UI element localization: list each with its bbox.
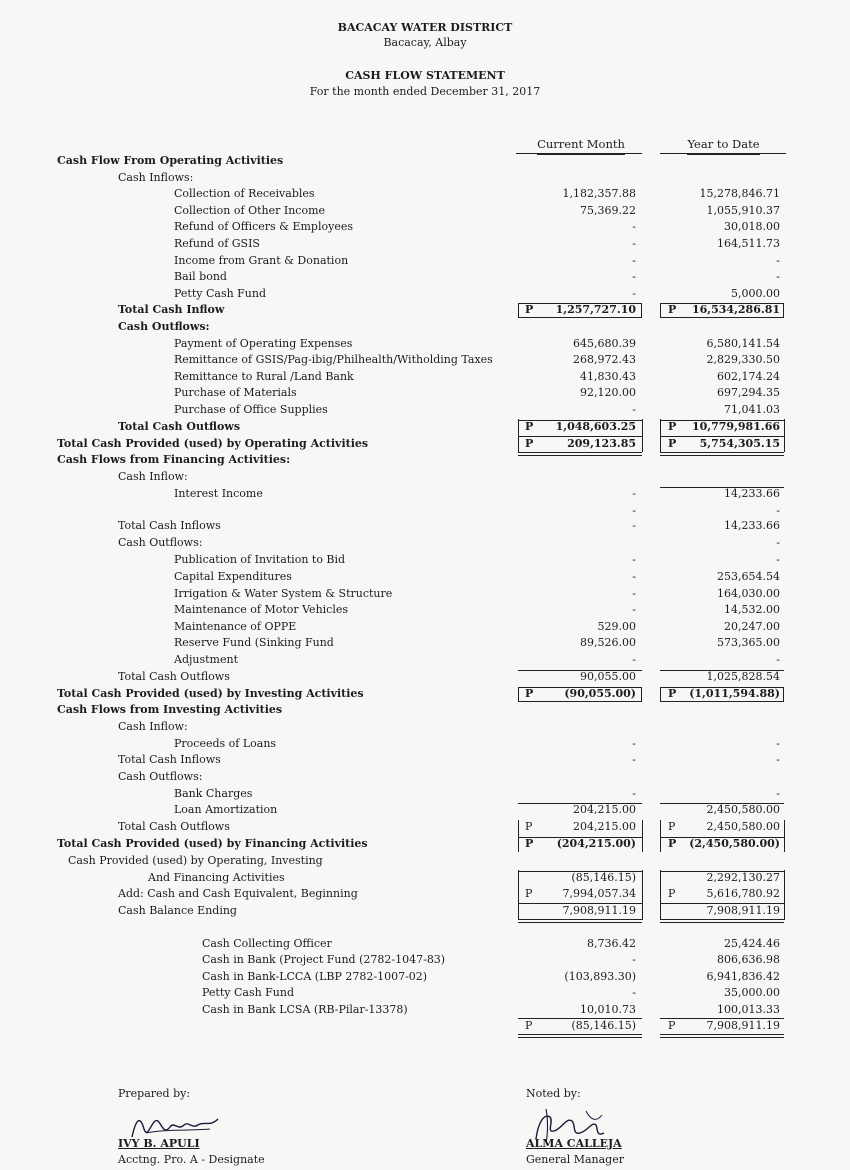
rule xyxy=(660,919,784,920)
current-month-value: - xyxy=(632,220,636,233)
rule xyxy=(518,419,519,452)
current-month-value: - xyxy=(632,254,636,267)
row-label: Cash in Bank-LCCA (LBP 2782-1007-02) xyxy=(202,970,428,983)
statement-row xyxy=(0,336,850,352)
year-to-date-value: 71,041.03 xyxy=(724,403,780,416)
row-label: Total Cash Inflow xyxy=(118,303,225,316)
current-month-value: 204,215.00 xyxy=(573,803,636,816)
year-to-date-value: 25,424.46 xyxy=(724,937,780,950)
current-month-value: - xyxy=(632,603,636,616)
year-to-date-value: 573,365.00 xyxy=(717,636,780,649)
row-label: Petty Cash Fund xyxy=(174,287,267,300)
noted-by-name: ALMA CALLEJA xyxy=(526,1137,622,1150)
current-month-value: 89,526.00 xyxy=(580,636,636,649)
statement-row xyxy=(0,236,850,252)
row-label: Total Cash Inflows xyxy=(118,519,221,532)
year-to-date-value: 5,616,780.92 xyxy=(706,887,780,900)
statement-row xyxy=(0,419,850,435)
statement-row xyxy=(0,635,850,651)
year-to-date-value: - xyxy=(776,653,780,666)
current-month-value: 10,010.73 xyxy=(580,1003,636,1016)
current-month-value: 645,680.39 xyxy=(573,337,636,350)
total-box xyxy=(660,687,784,702)
peso-sign: P xyxy=(525,687,534,700)
current-month-value: - xyxy=(632,553,636,566)
statement-row xyxy=(0,719,850,735)
total-box xyxy=(518,687,642,702)
row-label: Total Cash Outflows xyxy=(118,420,241,433)
statement-row xyxy=(0,269,850,285)
year-to-date-value: - xyxy=(776,254,780,267)
total-box xyxy=(660,303,784,318)
row-label: Total Cash Inflows xyxy=(118,753,221,766)
rule xyxy=(784,419,785,452)
statement-row xyxy=(0,1002,850,1018)
statement-row xyxy=(0,503,850,519)
statement-row xyxy=(0,1018,850,1034)
current-month-value: (85,146.15) xyxy=(571,871,636,884)
prepared-by-label: Prepared by: xyxy=(118,1087,191,1100)
statement-row xyxy=(0,752,850,768)
peso-sign: P xyxy=(525,1019,533,1032)
current-month-value: - xyxy=(632,504,636,517)
prepared-by-title: Acctng. Pro. A - Designate xyxy=(118,1153,265,1166)
year-to-date-value: - xyxy=(776,536,780,549)
row-label: Cash Outflows: xyxy=(118,536,203,549)
row-label: Income from Grant & Donation xyxy=(174,254,349,267)
current-month-value: 75,369.22 xyxy=(580,204,636,217)
rule xyxy=(518,871,642,872)
row-label: Cash Balance Ending xyxy=(118,904,237,917)
rule xyxy=(518,837,642,838)
current-month-value: (90,055.00) xyxy=(564,687,636,700)
year-to-date-value: 35,000.00 xyxy=(724,986,780,999)
year-to-date-value: 602,174.24 xyxy=(717,370,780,383)
year-to-date-value: 100,013.33 xyxy=(717,1003,780,1016)
statement-row xyxy=(0,402,850,418)
statement-row xyxy=(0,952,850,968)
row-label: Cash Inflow: xyxy=(118,470,188,483)
current-month-value: 90,055.00 xyxy=(580,670,636,683)
year-to-date-value: - xyxy=(776,270,780,283)
year-to-date-value: 164,511.73 xyxy=(717,237,780,250)
current-month-value: 204,215.00 xyxy=(573,820,636,833)
statement-row xyxy=(0,452,850,468)
current-month-value: - xyxy=(632,737,636,750)
statement-title: CASH FLOW STATEMENT xyxy=(345,69,505,82)
rule xyxy=(518,420,642,421)
org-location: Bacacay, Albay xyxy=(383,36,467,49)
row-label: Cash Outflows: xyxy=(118,320,210,333)
current-month-value: - xyxy=(632,487,636,500)
statement-row xyxy=(0,552,850,568)
row-label: Cash in Bank (Project Fund (2782-1047-83) xyxy=(202,953,446,966)
rule xyxy=(660,419,661,452)
statement-row xyxy=(0,819,850,835)
row-label: Interest Income xyxy=(174,487,263,500)
row-label: Cash Flows from Investing Activities xyxy=(57,703,283,716)
rule xyxy=(518,820,519,852)
peso-sign: P xyxy=(668,837,677,850)
statement-row xyxy=(0,253,850,269)
peso-sign: P xyxy=(668,420,677,433)
peso-sign: P xyxy=(525,420,534,433)
current-month-value: - xyxy=(632,270,636,283)
current-month-value: - xyxy=(632,570,636,583)
rule xyxy=(518,922,642,923)
rule xyxy=(660,1034,784,1035)
year-to-date-value: 30,018.00 xyxy=(724,220,780,233)
peso-sign: P xyxy=(525,437,534,450)
row-label: Collection of Other Income xyxy=(174,204,326,217)
year-to-date-value: 7,908,911.19 xyxy=(706,904,780,917)
year-to-date-value: 806,636.98 xyxy=(717,953,780,966)
statement-row xyxy=(0,619,850,635)
current-month-value: - xyxy=(632,653,636,666)
current-month-value: - xyxy=(632,787,636,800)
statement-row xyxy=(0,769,850,785)
statement-row xyxy=(0,369,850,385)
statement-row xyxy=(0,786,850,802)
statement-period: For the month ended December 31, 2017 xyxy=(309,85,541,98)
row-label: And Financing Activities xyxy=(148,871,285,884)
year-to-date-value: (1,011,594.88) xyxy=(689,687,780,700)
year-to-date-value: - xyxy=(776,553,780,566)
row-label: Total Cash Outflows xyxy=(118,670,230,683)
statement-row xyxy=(0,652,850,668)
rule xyxy=(518,919,642,920)
row-label: Cash Flows from Financing Activities: xyxy=(57,453,291,466)
year-to-date-value: 6,580,141.54 xyxy=(706,337,780,350)
statement-row xyxy=(0,186,850,202)
year-to-date-value: 15,278,846.71 xyxy=(699,187,780,200)
row-label: Collection of Receivables xyxy=(174,187,315,200)
row-label: Maintenance of OPPE xyxy=(174,620,297,633)
total-box xyxy=(518,303,642,318)
rule xyxy=(518,1037,642,1038)
current-month-value: 7,994,057.34 xyxy=(562,887,636,900)
current-month-value: - xyxy=(632,587,636,600)
row-label: Adjustment xyxy=(174,653,238,666)
current-month-value: - xyxy=(632,986,636,999)
statement-row xyxy=(0,853,850,869)
row-label: Total Cash Outflows xyxy=(118,820,230,833)
current-month-value: - xyxy=(632,519,636,532)
rule xyxy=(642,419,643,452)
rule xyxy=(518,436,642,437)
rule xyxy=(660,870,661,920)
year-to-date-value: 2,450,580.00 xyxy=(706,820,780,833)
row-label: Total Cash Provided (used) by Financing Activities xyxy=(57,837,368,850)
row-label: Reserve Fund (Sinking Fund xyxy=(174,636,334,649)
prepared-by-name: IVY B. APULI xyxy=(118,1137,200,1150)
year-to-date-value: 14,532.00 xyxy=(724,603,780,616)
statement-row xyxy=(0,153,850,169)
current-month-value: - xyxy=(632,287,636,300)
year-to-date-value: - xyxy=(776,504,780,517)
statement-row xyxy=(0,203,850,219)
row-label: Cash Provided (used) by Operating, Investing xyxy=(68,854,323,867)
current-month-value: - xyxy=(632,403,636,416)
row-label: Loan Amortization xyxy=(174,803,278,816)
statement-row xyxy=(0,586,850,602)
current-month-value: 209,123.85 xyxy=(567,437,636,450)
peso-sign: P xyxy=(525,887,533,900)
peso-sign: P xyxy=(668,687,677,700)
rule xyxy=(660,420,784,421)
statement-row xyxy=(0,436,850,452)
year-to-date-value: 1,025,828.54 xyxy=(706,670,780,683)
statement-row xyxy=(0,518,850,534)
current-month-value: 529.00 xyxy=(597,620,636,633)
rule xyxy=(642,820,643,852)
year-to-date-value: 14,233.66 xyxy=(724,519,780,532)
peso-sign: P xyxy=(525,820,533,833)
current-month-value: 41,830.43 xyxy=(580,370,636,383)
rule xyxy=(518,803,642,804)
statement-row xyxy=(0,569,850,585)
current-month-value: 1,048,603.25 xyxy=(555,420,636,433)
statement-row xyxy=(0,969,850,985)
row-label: Add: Cash and Cash Equivalent, Beginning xyxy=(118,887,358,900)
rule xyxy=(642,870,643,920)
row-label: Cash in Bank LCSA (RB-Pilar-13378) xyxy=(202,1003,408,1016)
row-label: Cash Outflows: xyxy=(118,770,203,783)
current-month-value: - xyxy=(632,753,636,766)
rule xyxy=(518,903,642,904)
peso-sign: P xyxy=(668,303,677,316)
year-to-date-value: 5,754,305.15 xyxy=(699,437,780,450)
current-month-value: - xyxy=(632,237,636,250)
row-label: Petty Cash Fund xyxy=(202,986,295,999)
row-label: Cash Flow From Operating Activities xyxy=(57,154,284,167)
column-header-current-label: Current Month xyxy=(537,137,625,155)
row-label: Cash Collecting Officer xyxy=(202,937,332,950)
current-month-value: - xyxy=(632,953,636,966)
statement-row xyxy=(0,702,850,718)
row-label: Total Cash Provided (used) by Operating Activities xyxy=(57,437,369,450)
year-to-date-value: 14,233.66 xyxy=(724,487,780,500)
statement-row xyxy=(0,903,850,919)
year-to-date-value: 2,450,580.00 xyxy=(706,803,780,816)
year-to-date-value: 6,941,836.42 xyxy=(706,970,780,983)
year-to-date-value: 253,654.54 xyxy=(717,570,780,583)
year-to-date-value: 2,829,330.50 xyxy=(706,353,780,366)
row-label: Bail bond xyxy=(174,270,227,283)
row-label: Total Cash Provided (used) by Investing Activities xyxy=(57,687,364,700)
row-label: Irrigation & Water System & Structure xyxy=(174,587,393,600)
current-month-value: (103,893.30) xyxy=(564,970,636,983)
statement-row xyxy=(0,936,850,952)
statement-row xyxy=(0,286,850,302)
row-label: Proceeds of Loans xyxy=(174,737,277,750)
rule xyxy=(518,1018,642,1019)
current-month-value: (85,146.15) xyxy=(571,1019,636,1032)
rule xyxy=(784,820,785,852)
row-label: Publication of Invitation to Bid xyxy=(174,553,346,566)
year-to-date-value: 16,534,286.81 xyxy=(691,303,780,316)
year-to-date-value: 1,055,910.37 xyxy=(706,204,780,217)
statement-row xyxy=(0,486,850,502)
rule xyxy=(518,1034,642,1035)
year-to-date-value: 5,000.00 xyxy=(731,287,780,300)
statement-row xyxy=(0,319,850,335)
rule xyxy=(660,436,784,437)
row-label: Maintenance of Motor Vehicles xyxy=(174,603,349,616)
year-to-date-value: - xyxy=(776,753,780,766)
statement-row xyxy=(0,802,850,818)
row-label: Purchase of Materials xyxy=(174,386,297,399)
row-label: Bank Charges xyxy=(174,787,253,800)
statement-row xyxy=(0,219,850,235)
statement-row xyxy=(0,385,850,401)
row-label: Purchase of Office Supplies xyxy=(174,403,328,416)
column-header-ytd-label: Year to Date xyxy=(687,137,759,155)
statement-row xyxy=(0,602,850,618)
current-month-value: 1,257,727.10 xyxy=(555,303,636,316)
column-header-ytd xyxy=(660,137,787,151)
org-name: BACACAY WATER DISTRICT xyxy=(337,21,513,34)
rule xyxy=(660,903,784,904)
row-label: Refund of GSIS xyxy=(174,237,260,250)
year-to-date-value: - xyxy=(776,787,780,800)
rule xyxy=(518,870,519,920)
current-month-value: 1,182,357.88 xyxy=(562,187,636,200)
peso-sign: P xyxy=(668,820,676,833)
statement-row xyxy=(0,352,850,368)
rule xyxy=(660,871,784,872)
peso-sign: P xyxy=(668,1019,676,1032)
row-label: Capital Expenditures xyxy=(174,570,292,583)
current-month-value: 7,908,911.19 xyxy=(562,904,636,917)
row-label: Cash Inflow: xyxy=(118,720,188,733)
statement-row xyxy=(0,836,850,852)
statement-row xyxy=(0,736,850,752)
rule xyxy=(660,487,784,488)
rule xyxy=(660,922,784,923)
row-label: Refund of Officers & Employees xyxy=(174,220,353,233)
statement-row xyxy=(0,669,850,685)
peso-sign: P xyxy=(668,887,676,900)
rule xyxy=(660,1018,784,1019)
peso-sign: P xyxy=(525,303,534,316)
rule xyxy=(660,670,784,671)
row-label: Remittance of GSIS/Pag-ibig/Philhealth/Witholding Taxes xyxy=(174,353,493,366)
year-to-date-value: 2,292,130.27 xyxy=(706,871,780,884)
year-to-date-value: 164,030.00 xyxy=(717,587,780,600)
noted-by-label: Noted by: xyxy=(526,1087,581,1100)
column-header-current xyxy=(516,137,646,151)
peso-sign: P xyxy=(525,837,534,850)
year-to-date-value: 20,247.00 xyxy=(724,620,780,633)
year-to-date-value: 697,294.35 xyxy=(717,386,780,399)
rule xyxy=(660,837,784,838)
statement-row xyxy=(0,870,850,886)
rule xyxy=(518,670,642,671)
current-month-value: (204,215.00) xyxy=(556,837,636,850)
row-label: Payment of Operating Expenses xyxy=(174,337,353,350)
year-to-date-value: 7,908,911.19 xyxy=(706,1019,780,1032)
statement-row xyxy=(0,985,850,1001)
current-month-value: 92,120.00 xyxy=(580,386,636,399)
year-to-date-value: - xyxy=(776,737,780,750)
row-label: Cash Inflows: xyxy=(118,171,194,184)
statement-row xyxy=(0,170,850,186)
rule xyxy=(660,820,661,852)
noted-by-title: General Manager xyxy=(526,1153,624,1166)
rule xyxy=(660,1037,784,1038)
current-month-value: 268,972.43 xyxy=(573,353,636,366)
current-month-value: 8,736.42 xyxy=(587,937,636,950)
rule xyxy=(660,803,784,804)
statement-row xyxy=(0,535,850,551)
year-to-date-value: 10,779,981.66 xyxy=(691,420,780,433)
row-label: Remittance to Rural /Land Bank xyxy=(174,370,354,383)
statement-row xyxy=(0,469,850,485)
statement-row xyxy=(0,886,850,902)
peso-sign: P xyxy=(668,437,677,450)
year-to-date-value: (2,450,580.00) xyxy=(689,837,780,850)
rule xyxy=(784,870,785,920)
